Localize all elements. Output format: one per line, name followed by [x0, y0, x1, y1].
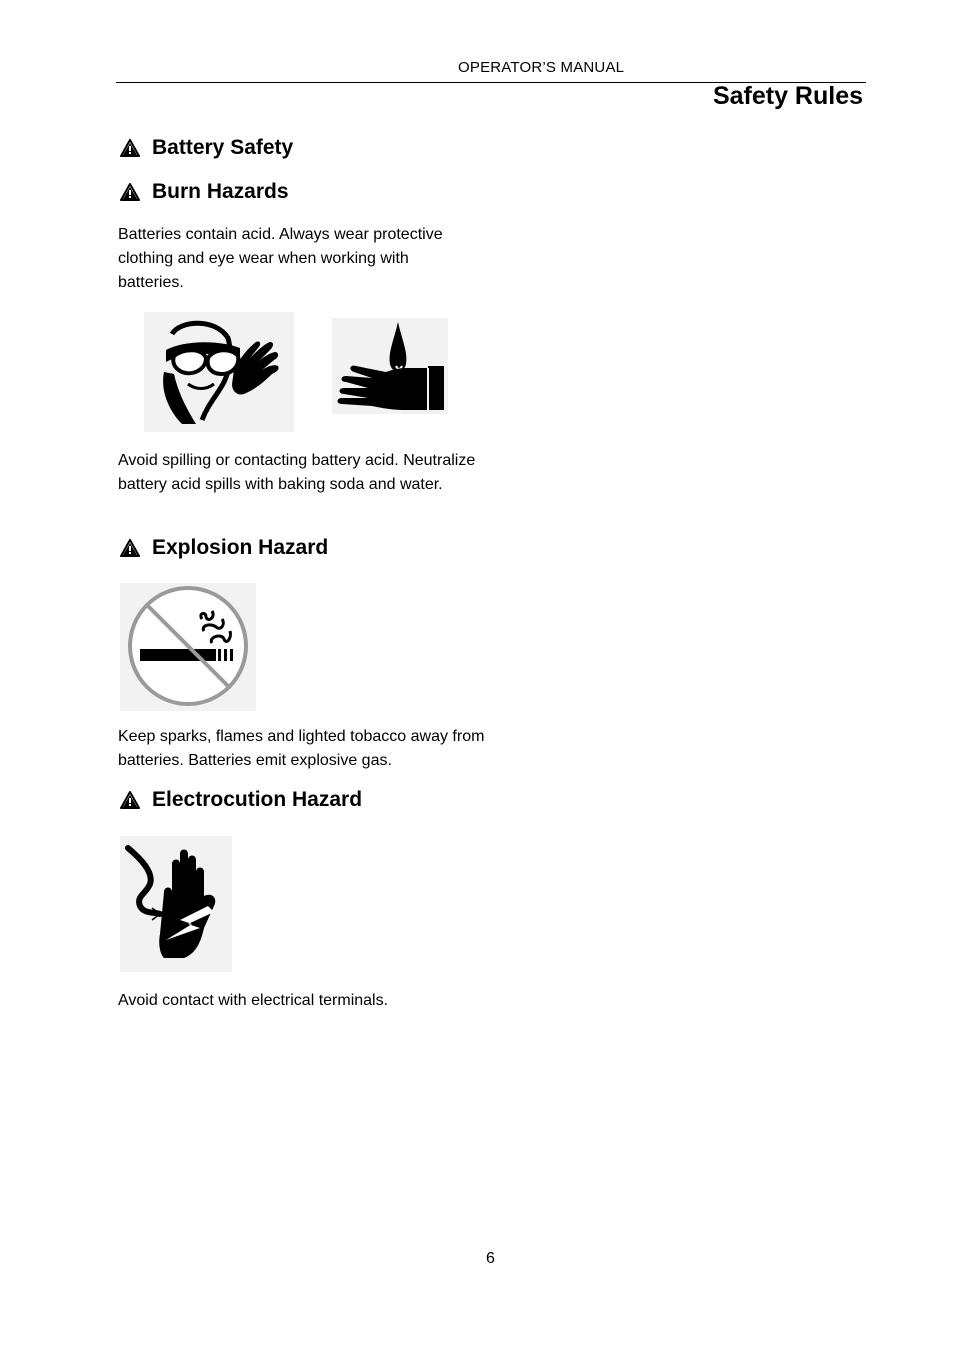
- burn-hazards-protective-text: Batteries contain acid. Always wear protective clothing and eye wear when working with batteries.: [118, 226, 443, 291]
- explosion-hazard-heading: [120, 536, 328, 560]
- page-number: 6: [486, 1250, 495, 1267]
- goggles-and-glove-icon: [144, 312, 294, 432]
- electrocution-hazard-title: Electrocution Hazard: [152, 788, 363, 811]
- warning-triangle-icon: [120, 791, 140, 809]
- explosion-hazard-text: Keep sparks, flames and lighted tobacco away from batteries. Batteries emit explosive gas.: [118, 728, 485, 769]
- electrocution-hazard-heading: [120, 788, 362, 812]
- electrocution-hazard-text: Avoid contact with electrical terminals.: [118, 992, 389, 1009]
- acid-drop-on-hand-icon: [332, 318, 448, 414]
- battery-safety-title: Battery Safety: [152, 136, 294, 159]
- warning-triangle-icon: [120, 139, 140, 157]
- burn-hazards-title: Burn Hazards: [152, 180, 289, 203]
- warning-triangle-icon: [120, 183, 140, 201]
- explosion-hazard-title: Explosion Hazard: [152, 536, 329, 559]
- warning-triangle-icon: [120, 539, 140, 557]
- electric-shock-hand-icon: [120, 836, 232, 972]
- no-smoking-icon: [120, 583, 256, 711]
- page-title: Safety Rules: [712, 82, 863, 110]
- burn-hazards-spill-text: Avoid spilling or contacting battery acid. Neutralize battery acid spills with baking soda and water.: [118, 452, 476, 493]
- burn-hazards-heading: [120, 180, 289, 204]
- battery-safety-heading: [120, 136, 293, 160]
- running-header: OPERATOR’S MANUAL: [458, 59, 625, 76]
